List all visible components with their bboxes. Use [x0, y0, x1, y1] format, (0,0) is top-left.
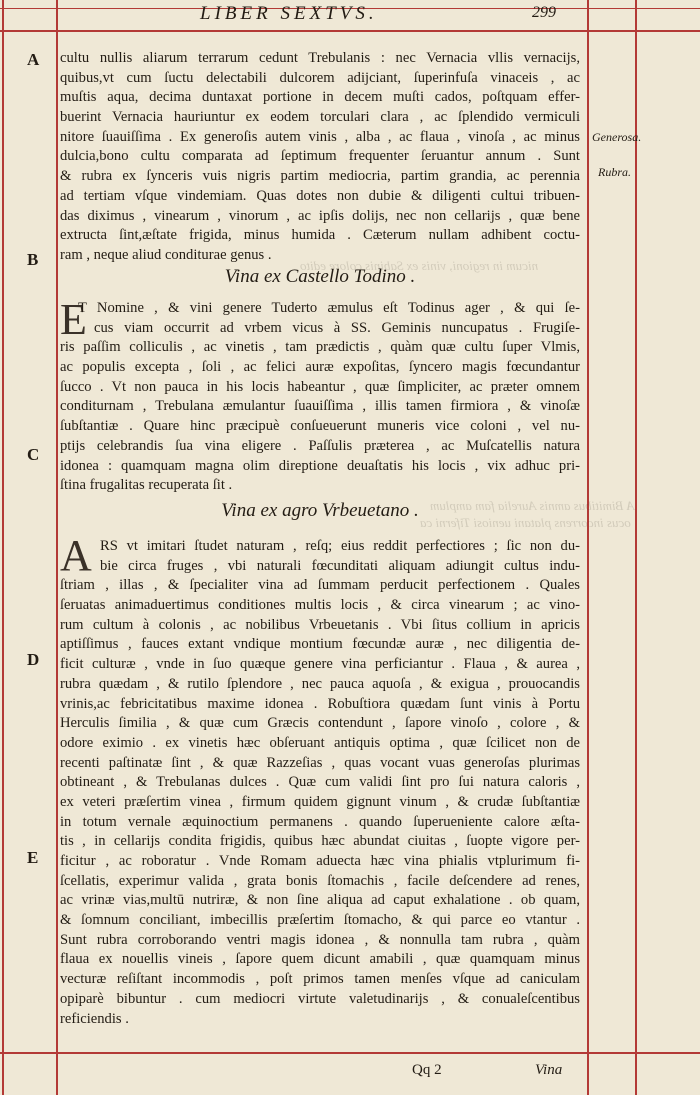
text-line: Sunt rubra corroborando ventri magis idonea , & nonnulla tam rubra , quàm	[60, 931, 580, 948]
right-margin-rule	[635, 0, 637, 1095]
left-margin-rule-outer	[2, 0, 4, 1095]
text-line: ex veteri præſertim vinea , firmum quidem gignunt vinum , & crudæ ſubſtantiæ	[60, 793, 580, 810]
left-margin-rule-inner	[56, 0, 58, 1095]
text-line: cultu nullis aliarum terrarum cedunt Trebulanis : nec Vernacia vllis vernacijs,	[60, 50, 580, 66]
text-line: RS vt imitari ſtudet naturam , reſq; eius reddit perfectiores ; ſic non du-	[100, 538, 580, 554]
text-line: ſtina frugalitas recuperata ſit .	[60, 477, 233, 494]
paragraph-2	[60, 295, 580, 496]
text-line: das diximus , vinearum , vinorum , ac ipſis dolijs, nec non cellarijs , quæ bene	[60, 207, 580, 224]
text-line: rubra quædam , & rutilo ſplendore , nec pauca aquoſa , & exigua , prouocandis	[60, 675, 580, 692]
marginal-note-rubra: Rubra.	[598, 165, 631, 179]
text-line: obtineant , & Trebulanas dulces . Quæ cum validi ſint pro ſui natura caloris ,	[60, 774, 580, 791]
paragraph-3	[60, 537, 580, 1029]
catchword: Vina	[535, 1062, 563, 1078]
marginal-note-generosa: Generosa.	[592, 130, 642, 144]
text-line: aptiſſimus , fauces extant vndique montium fœcundæ auræ , nec diligentia de-	[60, 636, 580, 653]
text-line: conditurnam , Trebulana æmulantur ſuauiſſima , illis tamen firmiora , & vinoſæ	[60, 398, 580, 415]
text-line: opiparè bibuntur . cum mediocri virtute valetudinarijs , & conualeſcentibus	[60, 990, 580, 1007]
text-line: rum cultum à colonis , ac nobilibus Vrbeuetanis . Vbi ſitus collium in apricis	[60, 616, 580, 633]
page-number: 299	[532, 4, 556, 21]
page-header	[0, 0, 700, 26]
text-line: ſtriam , illas , & ſpecialiter vina ad ſummam perducit perfectionem . Quales	[60, 577, 580, 594]
text-line: ris paſſim colliculis , ac vinetis , tam prædictis , quàm quæ cultu ſuper Vlmis,	[60, 339, 580, 356]
text-line: muſtis aqua, decima duntaxat portione in decem muſti cados, poſtquam effer-	[60, 89, 580, 106]
text-line: ac populis excepta , ſoli , ac felici auræ expoſitas, ſyncero magis fœcundantur	[60, 359, 580, 376]
text-line: reficiendis .	[60, 1010, 129, 1027]
text-line: ſcellatis, experimur valida , grata bonis ſtomachis , facile deſcendere ad renes,	[60, 872, 580, 889]
margin-marker-e: E	[27, 848, 39, 867]
text-line: extructa ſint,æſtate frigida, minus humida . Cæterum nullam adhibent coctu-	[60, 227, 580, 244]
text-line: in totum vernale æquinoctium permanens . quando ſuperueniente calore æſta-	[60, 813, 580, 830]
running-title: LIBER SEXTVS.	[200, 3, 378, 24]
bleed-through: nicum in regioni, vinis ex Sabinis colore edito	[300, 258, 539, 273]
margin-marker-c: C	[27, 445, 40, 464]
text-line: ſucco . Vt non pauca in his locis habeantur , quæ ſimpliciter, ac præter omnem	[60, 378, 580, 395]
paragraph-1	[60, 49, 580, 266]
text-line: ptijs celebrandis ſua vina eligere . Paſſulis præterea , ac Muſcatellis natura	[60, 437, 580, 454]
margin-marker-a: A	[27, 50, 40, 69]
margin-marker-d: D	[27, 650, 40, 669]
text-line: tis , in cellarijs condita frigidis, quibus hæc abundat ciuitas , ſuopte vigore per-	[60, 833, 580, 850]
right-text-rule	[587, 0, 589, 1095]
header-rule-bottom	[0, 30, 700, 32]
text-line: & ſomnum conciliant, imbecillis præſertim ſtomacho, & qui parce eo vtantur .	[60, 912, 580, 929]
signature-mark: Qq 2	[412, 1062, 442, 1078]
text-line: vecturæ reſiſtant incommodis , poſt primos tamen menſes vſque ad caniculam	[60, 971, 580, 988]
text-line: ficitur , ac roboratur . Vnde Romam aduecta hæc vina phialis vtplurimum fi-	[60, 853, 580, 869]
bleed-through: A Bimitibus amnis Aurelia fam amplum	[430, 498, 635, 513]
text-line: ſubſtantiæ . Quare hinc præcipuè conſueuerunt muneris vice coloni , vel nu-	[60, 418, 580, 435]
text-line: Herculis ſimilia , & quæ cum Græcis contendunt , ſapore vinoſo , colore , &	[60, 715, 580, 732]
text-line: bie circa fruges , vbi naturali fœcunditati aliquam adiungit cultus indu-	[100, 557, 580, 574]
text-line: ad tertiam vſque vindemiam. Quas dotes non dubie & diligenti cultui tribuen-	[60, 187, 580, 204]
text-line: ac vrinæ vias,multū nutriræ, & non ſine aliqua ad caput exhalatione . ob quam,	[60, 892, 580, 909]
text-line: buerint Vernacia hauriuntur ex eodem torculari clara , ac ſplendido vermiculi	[60, 109, 580, 126]
text-line: idonea : quamquam magna olim direptione deuaſtatis his locis , vix adhuc pri-	[60, 457, 580, 474]
bleed-through: ocus incorrens platani ueniosi Tiferni ca	[420, 515, 631, 530]
margin-marker-b: B	[27, 250, 39, 269]
text-line: odore eximio . ex vinetis hæc obſeruant antiquis optima , quæ ſcilicet non de	[60, 734, 580, 751]
text-line: ſeruatas animaduertimus conditiones multis locis , & circa vinearum ; ac vino-	[60, 597, 580, 614]
drop-cap-e: E	[60, 295, 87, 344]
footer-rule	[0, 1052, 700, 1054]
text-line: & rubra ex ſynceris vuis nigris partim mediocria, partim grandia, ac perennia	[60, 168, 580, 185]
section-heading-todino: Vina ex Castello Todino .	[224, 266, 416, 287]
text-line: T Nomine , & vini genere Tuderto æmulus eſt Todinus ager , & qui ſe-	[78, 300, 580, 316]
text-line: nitore ſuauiſſima . Ex generoſis autem vinis , alba , ac flaua , vinoſa , ac minus	[60, 128, 580, 145]
text-line: dulcia,bono cultu comparata ad ſeptimum frequenter ſeruantur annum . Sunt	[60, 148, 580, 165]
text-line: quibus,vt cum ſuctu delectabili dulcorem adijciant, ſuperinfuſa vinaceis , ac	[60, 69, 580, 86]
text-line: ficit culturæ , vnde in ſuo quæque genere vina perficiantur . Flaua , & aurea ,	[60, 656, 580, 673]
text-line: ram , neque aliud conditurae genus .	[60, 246, 272, 263]
text-line: vrinis,ac febricitatibus maxime idonea . Robuſtiora quædam ſunt vinis à Portu	[60, 695, 580, 712]
section-heading-vrbeuetano: Vina ex agro Vrbeuetano .	[221, 500, 419, 521]
drop-cap-a: A	[60, 531, 92, 580]
text-line: flaua ex nouellis vineis , ſapore quem dicunt amabili , quæ quamquam minus	[60, 951, 580, 968]
text-line: recenti paſtinatæ ſint , & quæ Razzeſias , quas vocant vuas generoſas plurimas	[60, 754, 580, 771]
text-line: cus viam occurrit ad vrbem vicus à SS. Geminis nuncupatus . Frugiſe-	[94, 319, 580, 336]
